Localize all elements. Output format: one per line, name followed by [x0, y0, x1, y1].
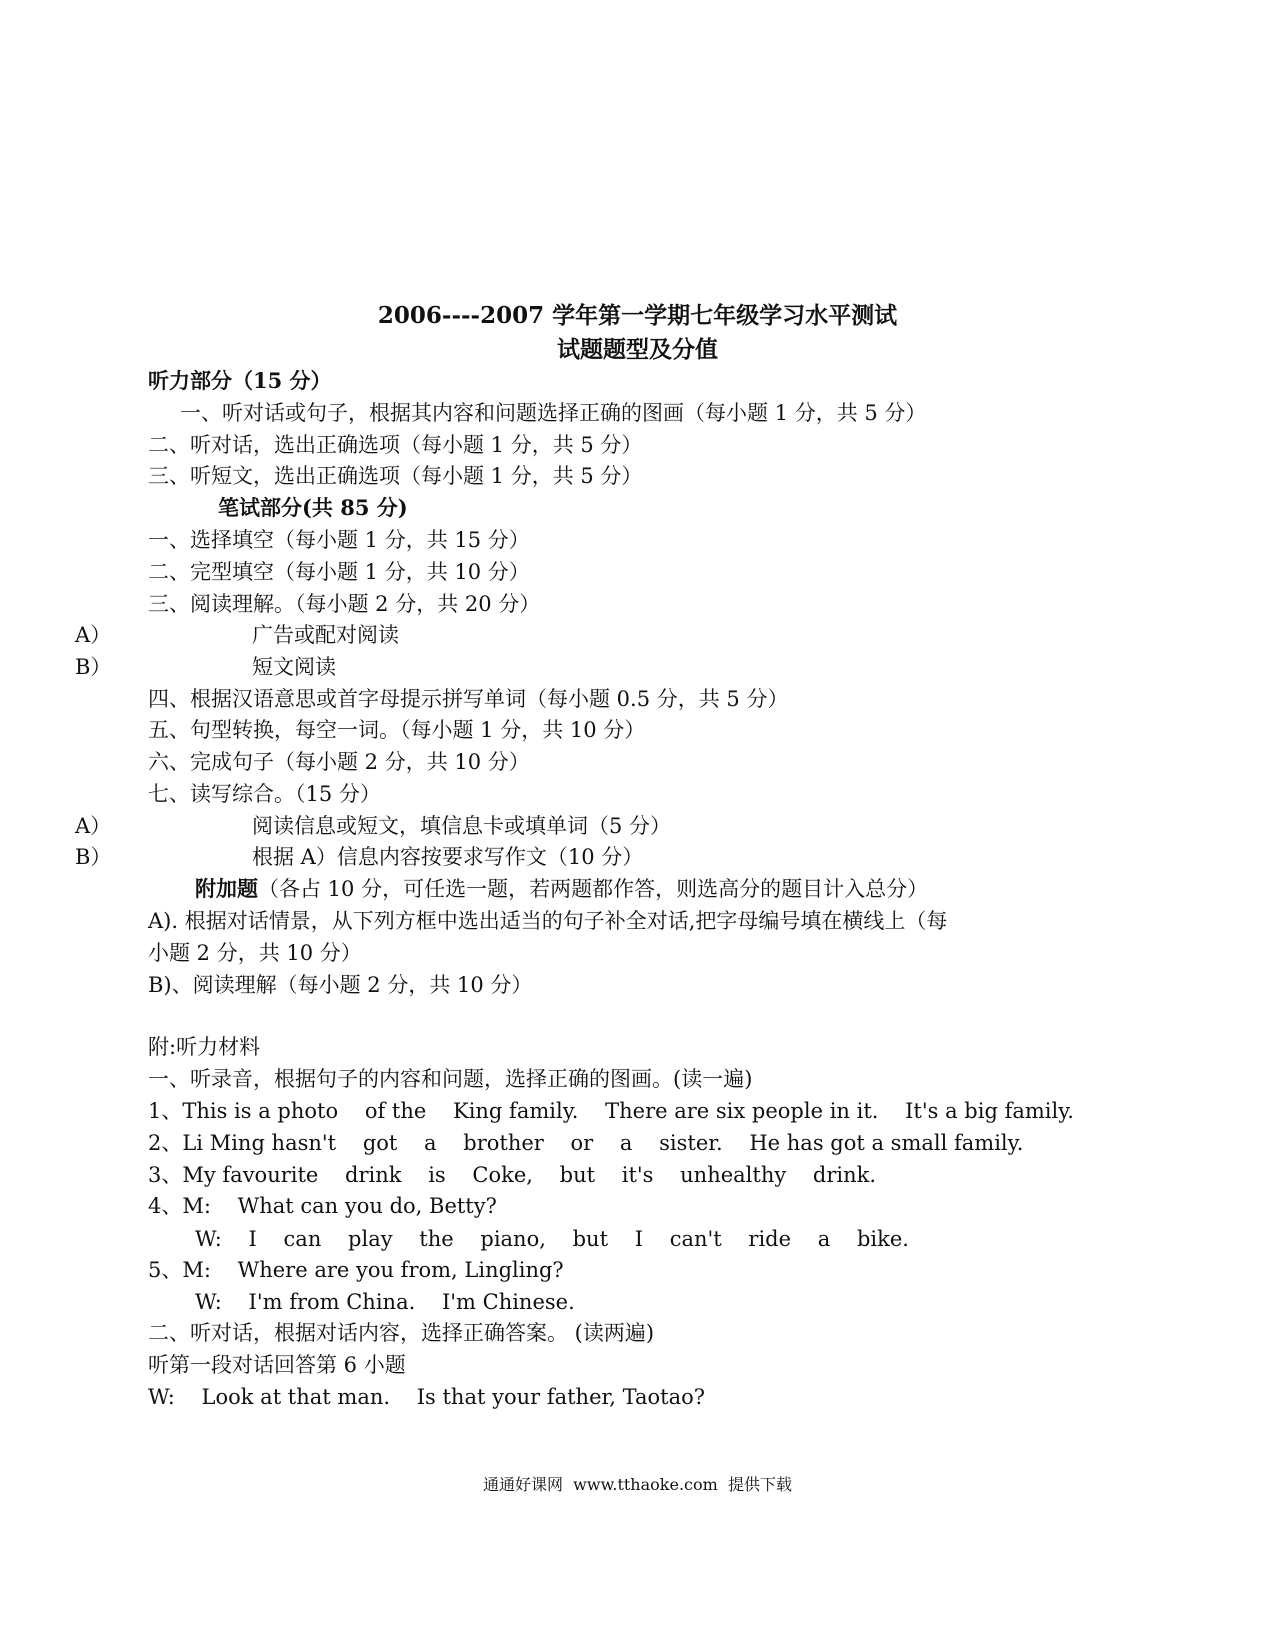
listening-item-3: 三、听短文，选出正确选项（每小题 1 分，共 5 分）	[148, 464, 643, 488]
dialogue-line-1: W: Look at that man. Is that your father, Taotao?	[148, 1385, 705, 1409]
written-item-6: 六、完成句子（每小题 2 分，共 10 分）	[148, 750, 530, 774]
written-item-2: 二、完型填空（每小题 1 分，共 10 分）	[148, 560, 530, 584]
sub-item-text: 广告或配对阅读	[252, 623, 399, 647]
script-sentence-5-m: 5、M: Where are you from, Lingling?	[148, 1258, 564, 1282]
bonus-label: 附加题	[195, 876, 258, 901]
appendix-section-2-sub: 听第一段对话回答第 6 小题	[148, 1353, 406, 1377]
written-section-header: 笔试部分(共 85 分)	[218, 495, 408, 520]
sub-item-text: 阅读信息或短文，填信息卡或填单词（5 分）	[252, 814, 672, 838]
appendix-header: 附:听力材料	[148, 1035, 261, 1059]
script-sentence-2: 2、Li Ming hasn't got a brother or a sister. He has got a small family.	[148, 1131, 1024, 1155]
written-item-1: 一、选择填空（每小题 1 分，共 15 分）	[148, 528, 530, 552]
page-footer: 通通好课网 www.tthaoke.com 提供下载	[483, 1475, 792, 1494]
script-sentence-4-m: 4、M: What can you do, Betty?	[148, 1194, 497, 1218]
bonus-a-line-1: A). 根据对话情景，从下列方框中选出适当的句子补全对话,把字母编号填在横线上（每	[148, 909, 948, 933]
sub-item-text: 根据 A）信息内容按要求写作文（10 分）	[252, 845, 644, 869]
script-sentence-4-w: W: I can play the piano, but I can't ride a bike.	[195, 1227, 909, 1251]
appendix-section-2: 二、听对话，根据对话内容，选择正确答案。 (读两遍)	[148, 1321, 655, 1345]
written-item-5: 五、句型转换，每空一词。（每小题 1 分，共 10 分）	[148, 718, 646, 742]
written-item-7: 七、读写综合。（15 分）	[148, 782, 381, 806]
appendix-section-1: 一、听录音，根据句子的内容和问题，选择正确的图画。(读一遍)	[148, 1067, 753, 1091]
bonus-b: B)、阅读理解（每小题 2 分，共 10 分）	[148, 973, 533, 997]
sub-item-label: A）	[75, 814, 112, 838]
document-subtitle: 试题题型及分值	[557, 336, 718, 363]
bonus-rule: （各占 10 分，可任选一题，若两题都作答，则选高分的题目计入总分）	[258, 877, 929, 901]
listening-item-2: 二、听对话，选出正确选项（每小题 1 分，共 5 分）	[148, 433, 643, 457]
written-item-3: 三、阅读理解。（每小题 2 分，共 20 分）	[148, 592, 541, 616]
sub-item-label: B）	[75, 845, 112, 869]
script-sentence-3: 3、My favourite drink is Coke, but it's unhealthy drink.	[148, 1163, 877, 1187]
sub-item-text: 短文阅读	[252, 655, 336, 679]
listening-section-header: 听力部分（15 分）	[148, 368, 332, 393]
script-sentence-1: 1、This is a photo of the King family. There are six people in it. It's a big family.	[148, 1099, 1074, 1123]
document-title: 2006----2007 学年第一学期七年级学习水平测试	[377, 302, 898, 329]
sub-item-label: B）	[75, 655, 112, 679]
bonus-a-line-2: 小题 2 分，共 10 分）	[148, 941, 362, 965]
written-item-4: 四、根据汉语意思或首字母提示拼写单词（每小题 0.5 分，共 5 分）	[148, 687, 789, 711]
bonus-line	[195, 874, 928, 904]
listening-item-1: 一、听对话或句子，根据其内容和问题选择正确的图画（每小题 1 分，共 5 分）	[180, 401, 927, 425]
script-sentence-5-w: W: I'm from China. I'm Chinese.	[195, 1290, 575, 1314]
sub-item-label: A）	[75, 623, 112, 647]
